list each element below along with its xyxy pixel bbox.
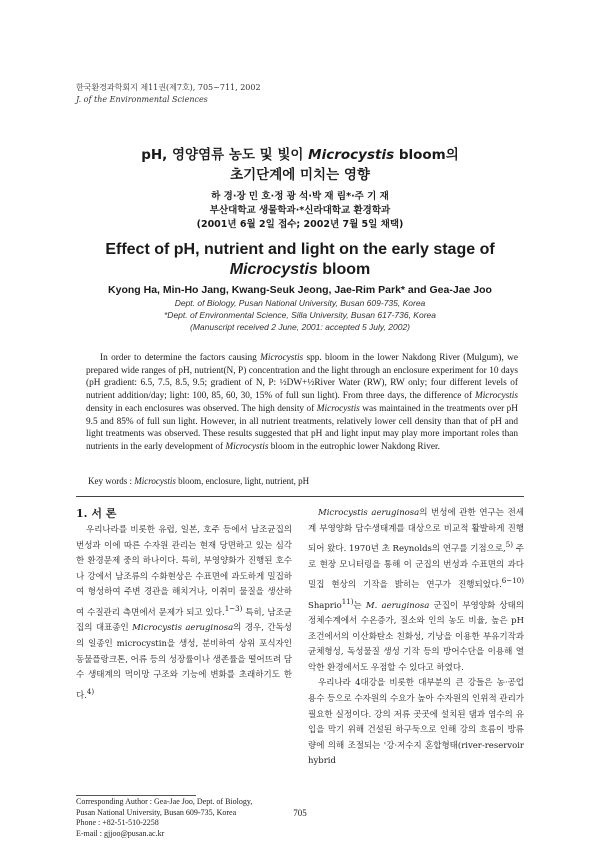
- body-text: Shaprio: [308, 600, 342, 611]
- body-text: 특히, 남조균집의 대표종인: [76, 607, 292, 634]
- abstract: [86, 352, 518, 454]
- abstract-text: was maintained in the treatments over pH 9.5 and 85% of full sun light. However, in all nutrient treatments, relatively lower cell density than that of pH and light treatments was observed. These results suggested that pH and light input may play more important roles than nutrients in the early development of: [86, 403, 519, 452]
- section-divider: [76, 496, 524, 497]
- korean-authors-block: [0, 190, 600, 232]
- korean-received-dates: (2001년 6월 2일 접수; 2002년 7월 5일 채택): [196, 219, 404, 230]
- species-name: M. aeruginosa: [365, 600, 430, 611]
- korean-affiliation: 부산대학교 생물학과·*신라대학교 환경학과: [209, 205, 391, 216]
- citation: 1~3): [224, 603, 243, 613]
- keywords-label: Key words :: [88, 476, 135, 486]
- journal-name-english: J. of the Environmental Sciences: [76, 95, 208, 104]
- affiliation-2: *Dept. of Environmental Science, Silla University, Busan 617-736, Korea: [164, 310, 436, 321]
- korean-title-species: Microcystis: [308, 147, 395, 163]
- body-text: 우리나라를 비롯한 유럽, 일본, 호주 등에서 남조균집의 번성과 이에 따른 수자원 관리는 현재 당면하고 있는 심각한 환경문제 중의 하나이다. 특히, 부영양화가 진행된 호수나 강에서 남조류의 수화현상은 수표면에 과도하게 밀집하여 형성하여 주변 경관을 해치거나, 이취미 물질을 생산하여 수질관리 측면에서 문제가 되고 있다.: [76, 525, 292, 618]
- manuscript-dates: (Manuscript received 2 June, 2001: accepted 5 July, 2002): [189, 322, 411, 333]
- footnote-line: Phone : +82-51-510-2258: [76, 818, 159, 827]
- abstract-species: Microcystis: [260, 353, 304, 363]
- body-text: 는: [353, 600, 366, 611]
- abstract-species: Microcystis: [316, 403, 360, 414]
- intro-paragraph-1: [76, 523, 292, 704]
- abstract-text: density in each enclosures was observed. The high density of: [86, 403, 317, 414]
- english-title-species: Microcystis: [229, 261, 318, 278]
- abstract-species: Microcystis: [225, 441, 269, 452]
- citation: 11): [341, 596, 354, 606]
- affiliation-1: Dept. of Biology, Pusan National University, Busan 609-735, Korea: [174, 298, 426, 308]
- korean-title-line2: 초기단계에 미치는 영향: [230, 167, 370, 183]
- citation: 5): [505, 540, 514, 550]
- korean-title-part: bloom의: [394, 147, 459, 163]
- korean-title-part: pH, 영양염류 농도 및 빛이: [141, 147, 309, 163]
- corresponding-author-footnote: [76, 797, 252, 839]
- species-name: Microcystis aeruginosa: [132, 623, 234, 634]
- body-text: 주로 현장 모니터링을 통해 이 군집의 번성과 수표면의 과다 밀집 현상의 기작을 밝히는 연구가 진행되었다.: [308, 544, 524, 591]
- keyword-species: Microcystis: [134, 476, 176, 486]
- body-text: 의 번성에 관한 연구는 전세계 부영양화 담수생태계를 대상으로 비교적 활발하게 진행되어 왔다. 1970년 초 Reynolds의 연구를 기점으로,: [308, 508, 524, 555]
- keywords-list: bloom, enclosure, light, nutrient, pH: [175, 476, 310, 486]
- citation: 6~10): [501, 576, 524, 586]
- footnote-line: Corresponding Author : Gea-Jae Joo, Dept. of Biology,: [76, 797, 253, 806]
- journal-header: [76, 82, 261, 106]
- intro-paragraph-2: [308, 506, 524, 676]
- section-heading-introduction: 1. 서 론: [76, 507, 117, 520]
- footnote-line: Pusan National University, Busan 609-735, Korea: [76, 807, 237, 817]
- english-title: [0, 240, 600, 280]
- abstract-text: spp. bloom in the lower Nakdong River (Mulgum), we prepared wide ranges of pH, nutrient(N, P) concentration and the light through an enclosure experiment for 10 days (pH gradient: 6.5, 7.5, 8.5, 9.5; gradient of N, P: ½DW+½River Water (RW), RW only; four different levels of nutrient addition/day; light: 100, 85, 60, 30, 15% of full sun light). From three days, the difference of: [86, 353, 518, 402]
- abstract-species: Microcystis: [474, 391, 518, 402]
- korean-title: [0, 145, 600, 185]
- abstract-text: bloom in the eutrophic lower Nakdong River.: [268, 441, 440, 452]
- footnote-line: E-mail : gjjoo@pusan.ac.kr: [76, 828, 165, 838]
- abstract-text: In order to determine the factors causing: [100, 353, 261, 363]
- left-column: [76, 506, 292, 704]
- citation: 4): [86, 686, 95, 696]
- journal-name-korean: 한국환경과학회지 제11권(제7호), 705~711, 2002: [76, 83, 261, 92]
- right-column: [308, 506, 524, 770]
- keywords: [88, 476, 309, 486]
- species-name: Microcystis aeruginosa: [318, 508, 420, 518]
- korean-author-names: 하 경·장 민 호·정 광 석·박 재 림*·주 기 재: [211, 191, 389, 202]
- english-title-part: bloom: [317, 261, 371, 278]
- body-text: 군집이 부영양화 상태의 정체수계에서 수온증가, 질소와 인의 농도 비율, 높은 pH 조건에서의 이산화탄소 친화성, 기낭을 이용한 부유기작과 균체형성, 독성물질 생성 기작 등의 방어수단을 이용해 열악한 환경에서도 우점할 수 있다고 하였다.: [308, 600, 524, 673]
- english-author-names: Kyong Ha, Min-Ho Jang, Kwang-Seuk Jeong, Jae-Rim Park* and Gea-Jae Joo: [108, 284, 492, 296]
- intro-paragraph-3: 우리나라 4대강을 비롯한 대부분의 큰 강들은 농·공업 용수 등으로 수자원의 수요가 높아 수자원의 인위적 관리가 필요한 실정이다. 강의 저류 곳곳에 설치된 댐과 염수의 유입을 막기 위해 건설된 하구둑으로 인해 강의 흐름이 방류량에 의해 조절되는 '강·저수지 혼합형태(river-reservoir hybrid: [308, 678, 524, 767]
- page-number: 705: [293, 808, 307, 818]
- footnote-rule: [76, 795, 196, 796]
- body-text: 의 경우, 간독성의 일종인 microcystin을 생성, 분비하여 상위 포식자인 동물플랑크톤, 어류 등의 성장률이나 생존률을 떨어뜨려 담수 생태계의 먹이망 구조와 기능에 변화를 초래하기도 한다.: [76, 623, 293, 701]
- english-affiliations: [0, 297, 600, 334]
- english-title-line1: Effect of pH, nutrient and light on the early stage of: [105, 241, 495, 258]
